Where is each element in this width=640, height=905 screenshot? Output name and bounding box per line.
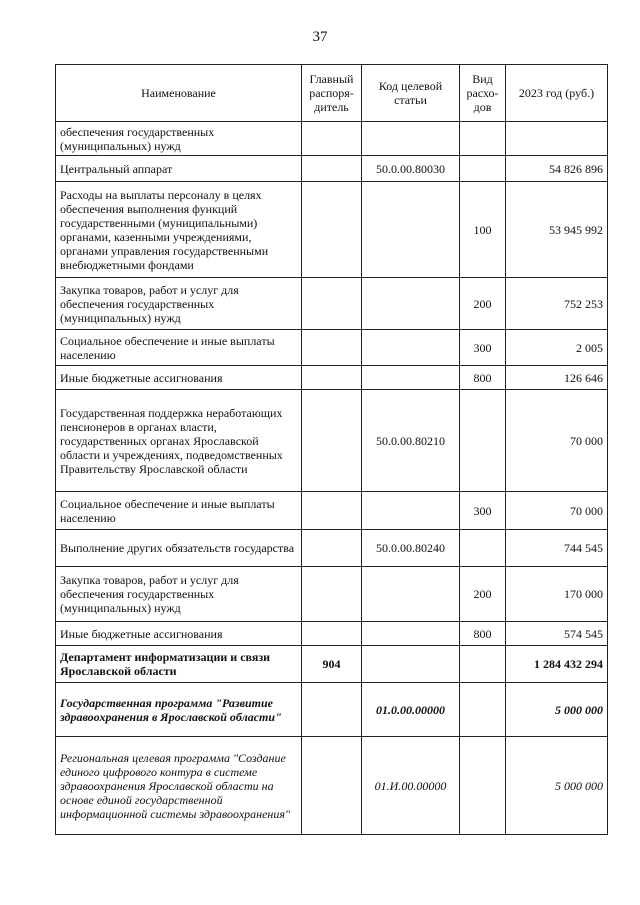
header-code: Код целевой статьи [362, 65, 460, 122]
row-admin [302, 330, 362, 366]
row-name: Выполнение других обязательств государства [56, 530, 302, 567]
row-name: Региональная целевая программа "Создание единого цифрового контура в системе здравоохранения Ярославской области на основе единой государственной информационной системы здравоохранения" [56, 737, 302, 835]
row-name: Иные бюджетные ассигнования [56, 366, 302, 390]
row-code [362, 622, 460, 646]
row-type [460, 390, 506, 492]
row-admin [302, 278, 362, 330]
row-admin: 904 [302, 646, 362, 683]
row-amount: 574 545 [506, 622, 608, 646]
row-code [362, 366, 460, 390]
table-row [56, 530, 608, 567]
row-admin [302, 390, 362, 492]
table-row [56, 156, 608, 182]
row-name: Социальное обеспечение и иные выплаты населению [56, 330, 302, 366]
row-code: 01.0.00.00000 [362, 683, 460, 737]
row-amount: 70 000 [506, 492, 608, 530]
row-amount: 1 284 432 294 [506, 646, 608, 683]
row-admin [302, 122, 362, 156]
row-admin [302, 530, 362, 567]
row-type [460, 683, 506, 737]
row-type [460, 737, 506, 835]
row-type: 300 [460, 492, 506, 530]
table-header-row [56, 65, 608, 122]
row-code: 50.0.00.80210 [362, 390, 460, 492]
row-type [460, 646, 506, 683]
row-code [362, 278, 460, 330]
row-amount [506, 122, 608, 156]
header-admin: Главный распоря-дитель [302, 65, 362, 122]
row-code: 01.И.00.00000 [362, 737, 460, 835]
table-row [56, 182, 608, 278]
row-name: Департамент информатизации и связи Ярославской области [56, 646, 302, 683]
table-row [56, 646, 608, 683]
row-code [362, 330, 460, 366]
row-code [362, 646, 460, 683]
row-name: Государственная поддержка неработающих пенсионеров в органах власти, государственных органах Ярославской области и учреждениях, подведомственных Правительству Ярославской области [56, 390, 302, 492]
row-amount: 744 545 [506, 530, 608, 567]
table-row [56, 622, 608, 646]
row-type: 200 [460, 278, 506, 330]
row-name: Расходы на выплаты персоналу в целях обеспечения выполнения функций государственными (муниципальными) органами, казенными учреждениями, органами управления государственными внебюджетными фондами [56, 182, 302, 278]
row-admin [302, 622, 362, 646]
row-admin [302, 492, 362, 530]
row-type: 800 [460, 622, 506, 646]
row-name: обеспечения государственных (муниципальных) нужд [56, 122, 302, 156]
row-name: Иные бюджетные ассигнования [56, 622, 302, 646]
row-amount: 5 000 000 [506, 737, 608, 835]
row-name: Социальное обеспечение и иные выплаты населению [56, 492, 302, 530]
budget-table [55, 64, 608, 835]
table-row [56, 366, 608, 390]
row-amount: 2 005 [506, 330, 608, 366]
row-admin [302, 683, 362, 737]
row-admin [302, 737, 362, 835]
row-code [362, 182, 460, 278]
row-name: Государственная программа "Развитие здравоохранения в Ярославской области" [56, 683, 302, 737]
row-code [362, 567, 460, 622]
row-admin [302, 567, 362, 622]
row-code: 50.0.00.80030 [362, 156, 460, 182]
table-row [56, 567, 608, 622]
row-name: Закупка товаров, работ и услуг для обеспечения государственных (муниципальных) нужд [56, 567, 302, 622]
row-type: 200 [460, 567, 506, 622]
row-name: Центральный аппарат [56, 156, 302, 182]
row-type: 300 [460, 330, 506, 366]
row-amount: 752 253 [506, 278, 608, 330]
row-type: 800 [460, 366, 506, 390]
table-row [56, 492, 608, 530]
table-row [56, 683, 608, 737]
row-admin [302, 182, 362, 278]
row-code [362, 122, 460, 156]
row-code: 50.0.00.80240 [362, 530, 460, 567]
row-amount: 70 000 [506, 390, 608, 492]
row-admin [302, 156, 362, 182]
row-type [460, 530, 506, 567]
row-code [362, 492, 460, 530]
row-type: 100 [460, 182, 506, 278]
table-row [56, 330, 608, 366]
row-name: Закупка товаров, работ и услуг для обеспечения государственных (муниципальных) нужд [56, 278, 302, 330]
header-type: Вид расхо-дов [460, 65, 506, 122]
row-amount: 53 945 992 [506, 182, 608, 278]
table-row [56, 278, 608, 330]
header-amount: 2023 год (руб.) [506, 65, 608, 122]
row-amount: 126 646 [506, 366, 608, 390]
header-name: Наименование [56, 65, 302, 122]
row-amount: 170 000 [506, 567, 608, 622]
table-row [56, 390, 608, 492]
table-row [56, 737, 608, 835]
row-amount: 54 826 896 [506, 156, 608, 182]
row-admin [302, 366, 362, 390]
row-type [460, 122, 506, 156]
row-type [460, 156, 506, 182]
page-number: 37 [312, 29, 328, 45]
table-row [56, 122, 608, 156]
row-amount: 5 000 000 [506, 683, 608, 737]
